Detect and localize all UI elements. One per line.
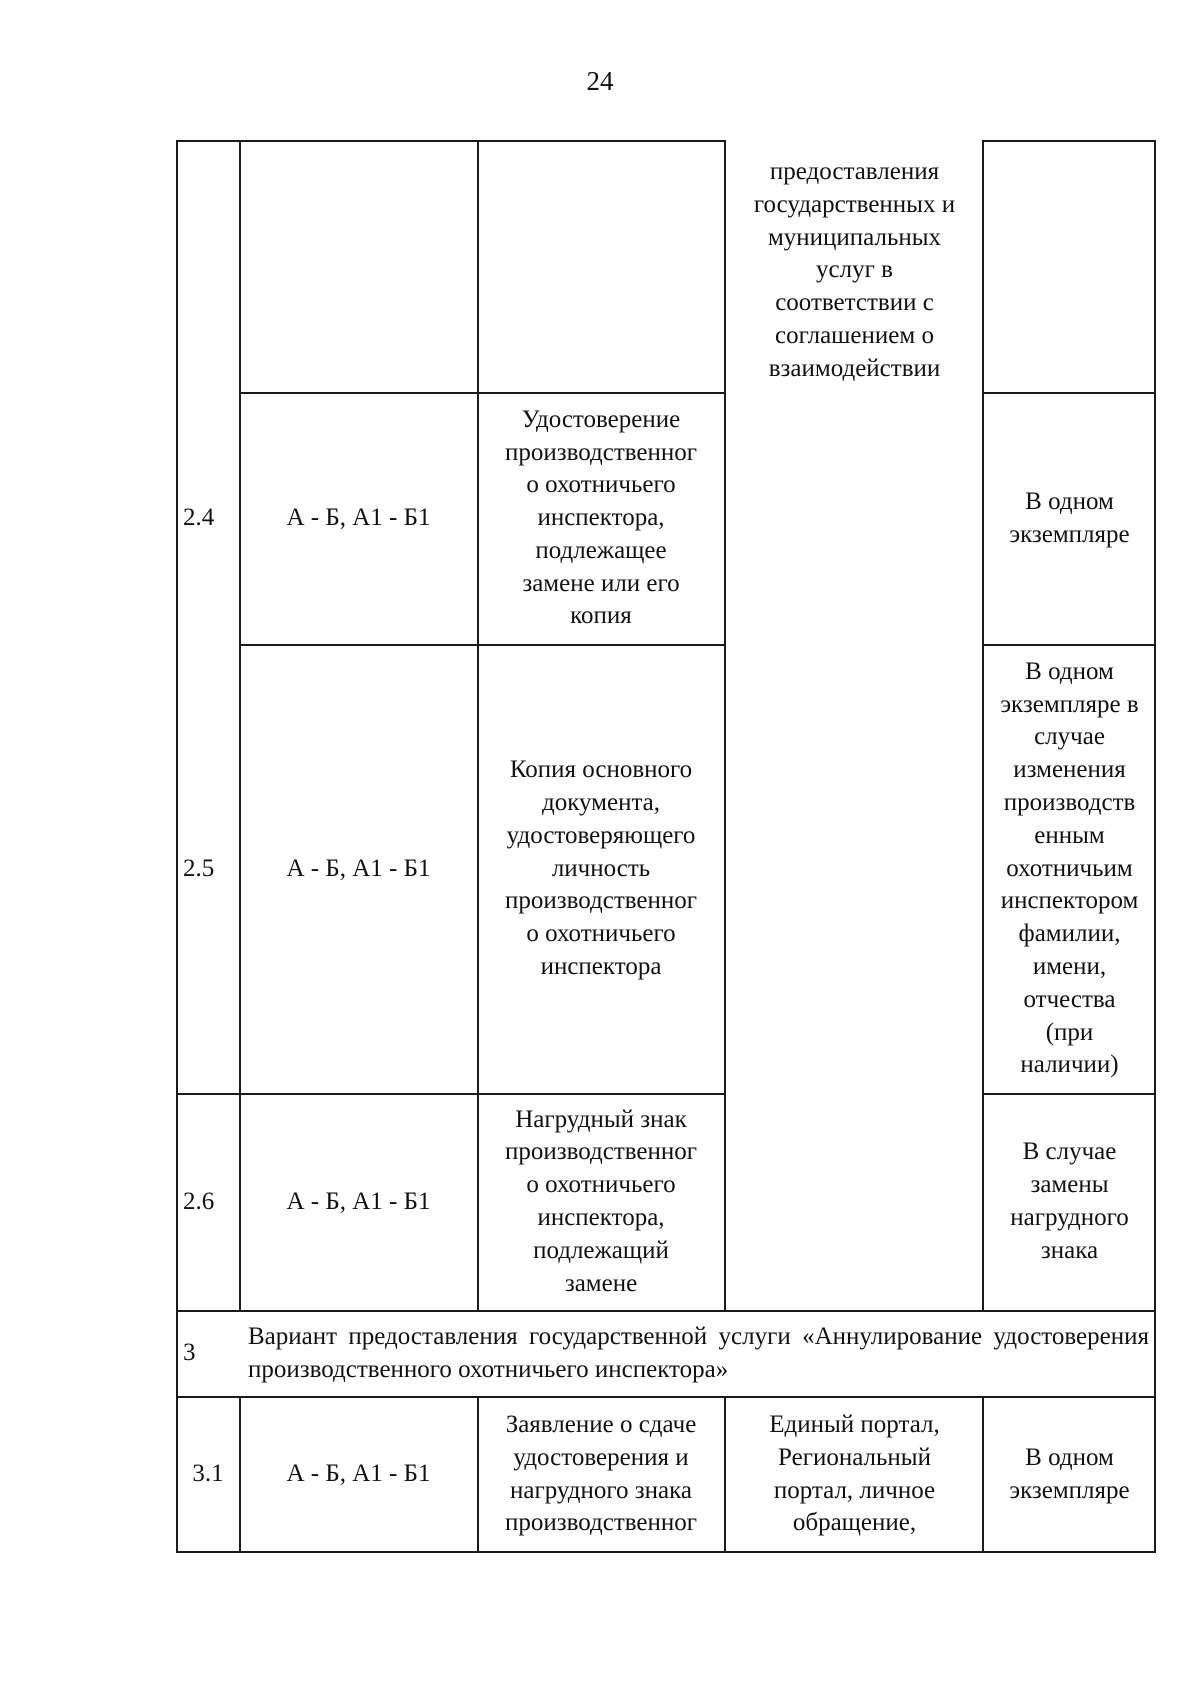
table-border-right (1154, 140, 1156, 1553)
note-line: В случае (1022, 1138, 1117, 1166)
row-number: 2.6 (183, 1187, 215, 1215)
submission-line: Региональный (778, 1443, 931, 1471)
table-border-left (176, 140, 178, 1553)
document-line: инспектора (540, 952, 662, 980)
note-line: производств (1003, 789, 1136, 816)
row-number-cell (177, 645, 239, 1093)
column-divider (239, 1396, 241, 1553)
row-number-cell (177, 1397, 239, 1552)
submission-line: соглашением о (775, 321, 934, 349)
category-text: А - Б, А1 - Б1 (286, 1460, 431, 1488)
document-line: инспектора, (537, 504, 665, 532)
note-line: имени, (1032, 952, 1107, 980)
column-divider (724, 1396, 726, 1553)
document-line: нагрудного знака (509, 1476, 693, 1504)
column-divider (982, 1396, 984, 1553)
document-line: личность (551, 854, 651, 882)
row-number-cell (177, 1094, 239, 1310)
section-number-cell (177, 1311, 239, 1396)
category-cell (240, 645, 477, 1093)
row-divider (176, 1310, 1156, 1312)
note-cell (984, 393, 1155, 644)
submission-cell-continued (726, 142, 983, 542)
table-border-top (983, 140, 1156, 142)
document-cell (478, 393, 724, 644)
document-line: о охотничьего (526, 1171, 676, 1199)
note-line: замены (1030, 1171, 1109, 1199)
note-line: В одном (1025, 487, 1114, 515)
row-divider (176, 1396, 1156, 1398)
document-line: Заявление о сдаче (505, 1410, 697, 1438)
document-line: о охотничьего (526, 920, 676, 948)
document-line: подлежащее (535, 536, 667, 564)
category-cell (240, 1397, 477, 1552)
section-title-cell (240, 1311, 1155, 1396)
note-line: енным (1034, 821, 1105, 849)
row-number-cell (177, 393, 239, 644)
document-line: Удостоверение (521, 405, 681, 433)
note-line: фамилии, (1018, 920, 1121, 948)
note-line: экземпляре (1009, 1476, 1130, 1504)
section-number: 3 (183, 1339, 196, 1367)
table-border-bottom (176, 1551, 1156, 1553)
submission-line: портал, личное (773, 1476, 936, 1504)
row-divider (239, 392, 725, 394)
row-number: 3.1 (192, 1460, 224, 1488)
row-divider (176, 1093, 726, 1095)
row-divider (983, 392, 1156, 394)
row-number: 2.4 (183, 504, 215, 532)
document-line: документа, (541, 789, 661, 816)
note-line: В одном (1025, 1443, 1114, 1471)
note-line: экземпляре в (1000, 690, 1139, 718)
document-line: Нагрудный знак (515, 1105, 687, 1133)
column-divider (477, 1396, 479, 1553)
section-title: Вариант предоставления государственной услуги «Аннулирование удостоверения производственного охотничьего инспектора» (248, 1322, 1149, 1383)
submission-line: обращение, (792, 1509, 917, 1537)
note-line: наличии) (1020, 1051, 1119, 1079)
category-cell (240, 393, 477, 644)
column-divider (724, 140, 726, 1312)
document-line: замене или его (522, 569, 680, 597)
submission-line: государственных и (753, 190, 956, 218)
submission-line: Единый портал, (769, 1410, 940, 1438)
note-line: (при (1045, 1018, 1094, 1046)
note-line: инспектором (1000, 887, 1139, 915)
note-line: случае (1034, 723, 1105, 751)
column-divider (239, 140, 241, 1312)
note-line: В одном (1025, 657, 1114, 685)
note-line: знака (1040, 1236, 1099, 1264)
document-line: подлежащий (533, 1236, 669, 1264)
document-line: производственног (504, 438, 698, 466)
note-cell (984, 1094, 1155, 1310)
document-line: Копия основного (509, 756, 693, 784)
submission-line: соответствии с (775, 289, 934, 317)
note-line: нагрудного (1010, 1204, 1129, 1231)
document-line: производственног (504, 1509, 698, 1537)
category-text: А - Б, А1 - Б1 (286, 1187, 431, 1215)
note-cell (984, 1397, 1155, 1552)
row-divider (983, 1093, 1156, 1095)
document-line: удостоверяющего (506, 821, 696, 849)
document-line: производственног (504, 887, 698, 915)
note-line: изменения (1013, 756, 1126, 784)
document-line: инспектора, (537, 1204, 665, 1231)
category-cell (240, 1094, 477, 1310)
submission-cell (726, 1397, 983, 1552)
document-cell (478, 645, 724, 1093)
document-line: о охотничьего (526, 471, 676, 499)
note-line: охотничьим (1006, 854, 1133, 882)
note-line: экземпляре (1009, 520, 1130, 548)
category-text: А - Б, А1 - Б1 (286, 854, 431, 882)
document-line: замене (564, 1269, 638, 1297)
document-line: производственног (504, 1138, 698, 1166)
page-number: 24 (586, 66, 614, 96)
document-cell (478, 1094, 724, 1310)
submission-line: муниципальных (767, 223, 942, 251)
document-line: удостоверения и (513, 1443, 689, 1471)
note-line: отчества (1023, 985, 1116, 1013)
submission-line: услуг в (816, 256, 893, 284)
note-cell (984, 645, 1155, 1093)
row-number: 2.5 (183, 854, 215, 882)
submission-line: предоставления (769, 158, 940, 185)
column-divider (982, 140, 984, 1312)
document-cell (478, 1397, 724, 1552)
category-text: А - Б, А1 - Б1 (286, 504, 431, 532)
table-border-top (176, 140, 726, 142)
submission-line: взаимодействии (768, 354, 941, 382)
column-divider (477, 140, 479, 1312)
row-divider (239, 644, 725, 646)
document-line: копия (570, 602, 632, 630)
row-divider (983, 644, 1156, 646)
